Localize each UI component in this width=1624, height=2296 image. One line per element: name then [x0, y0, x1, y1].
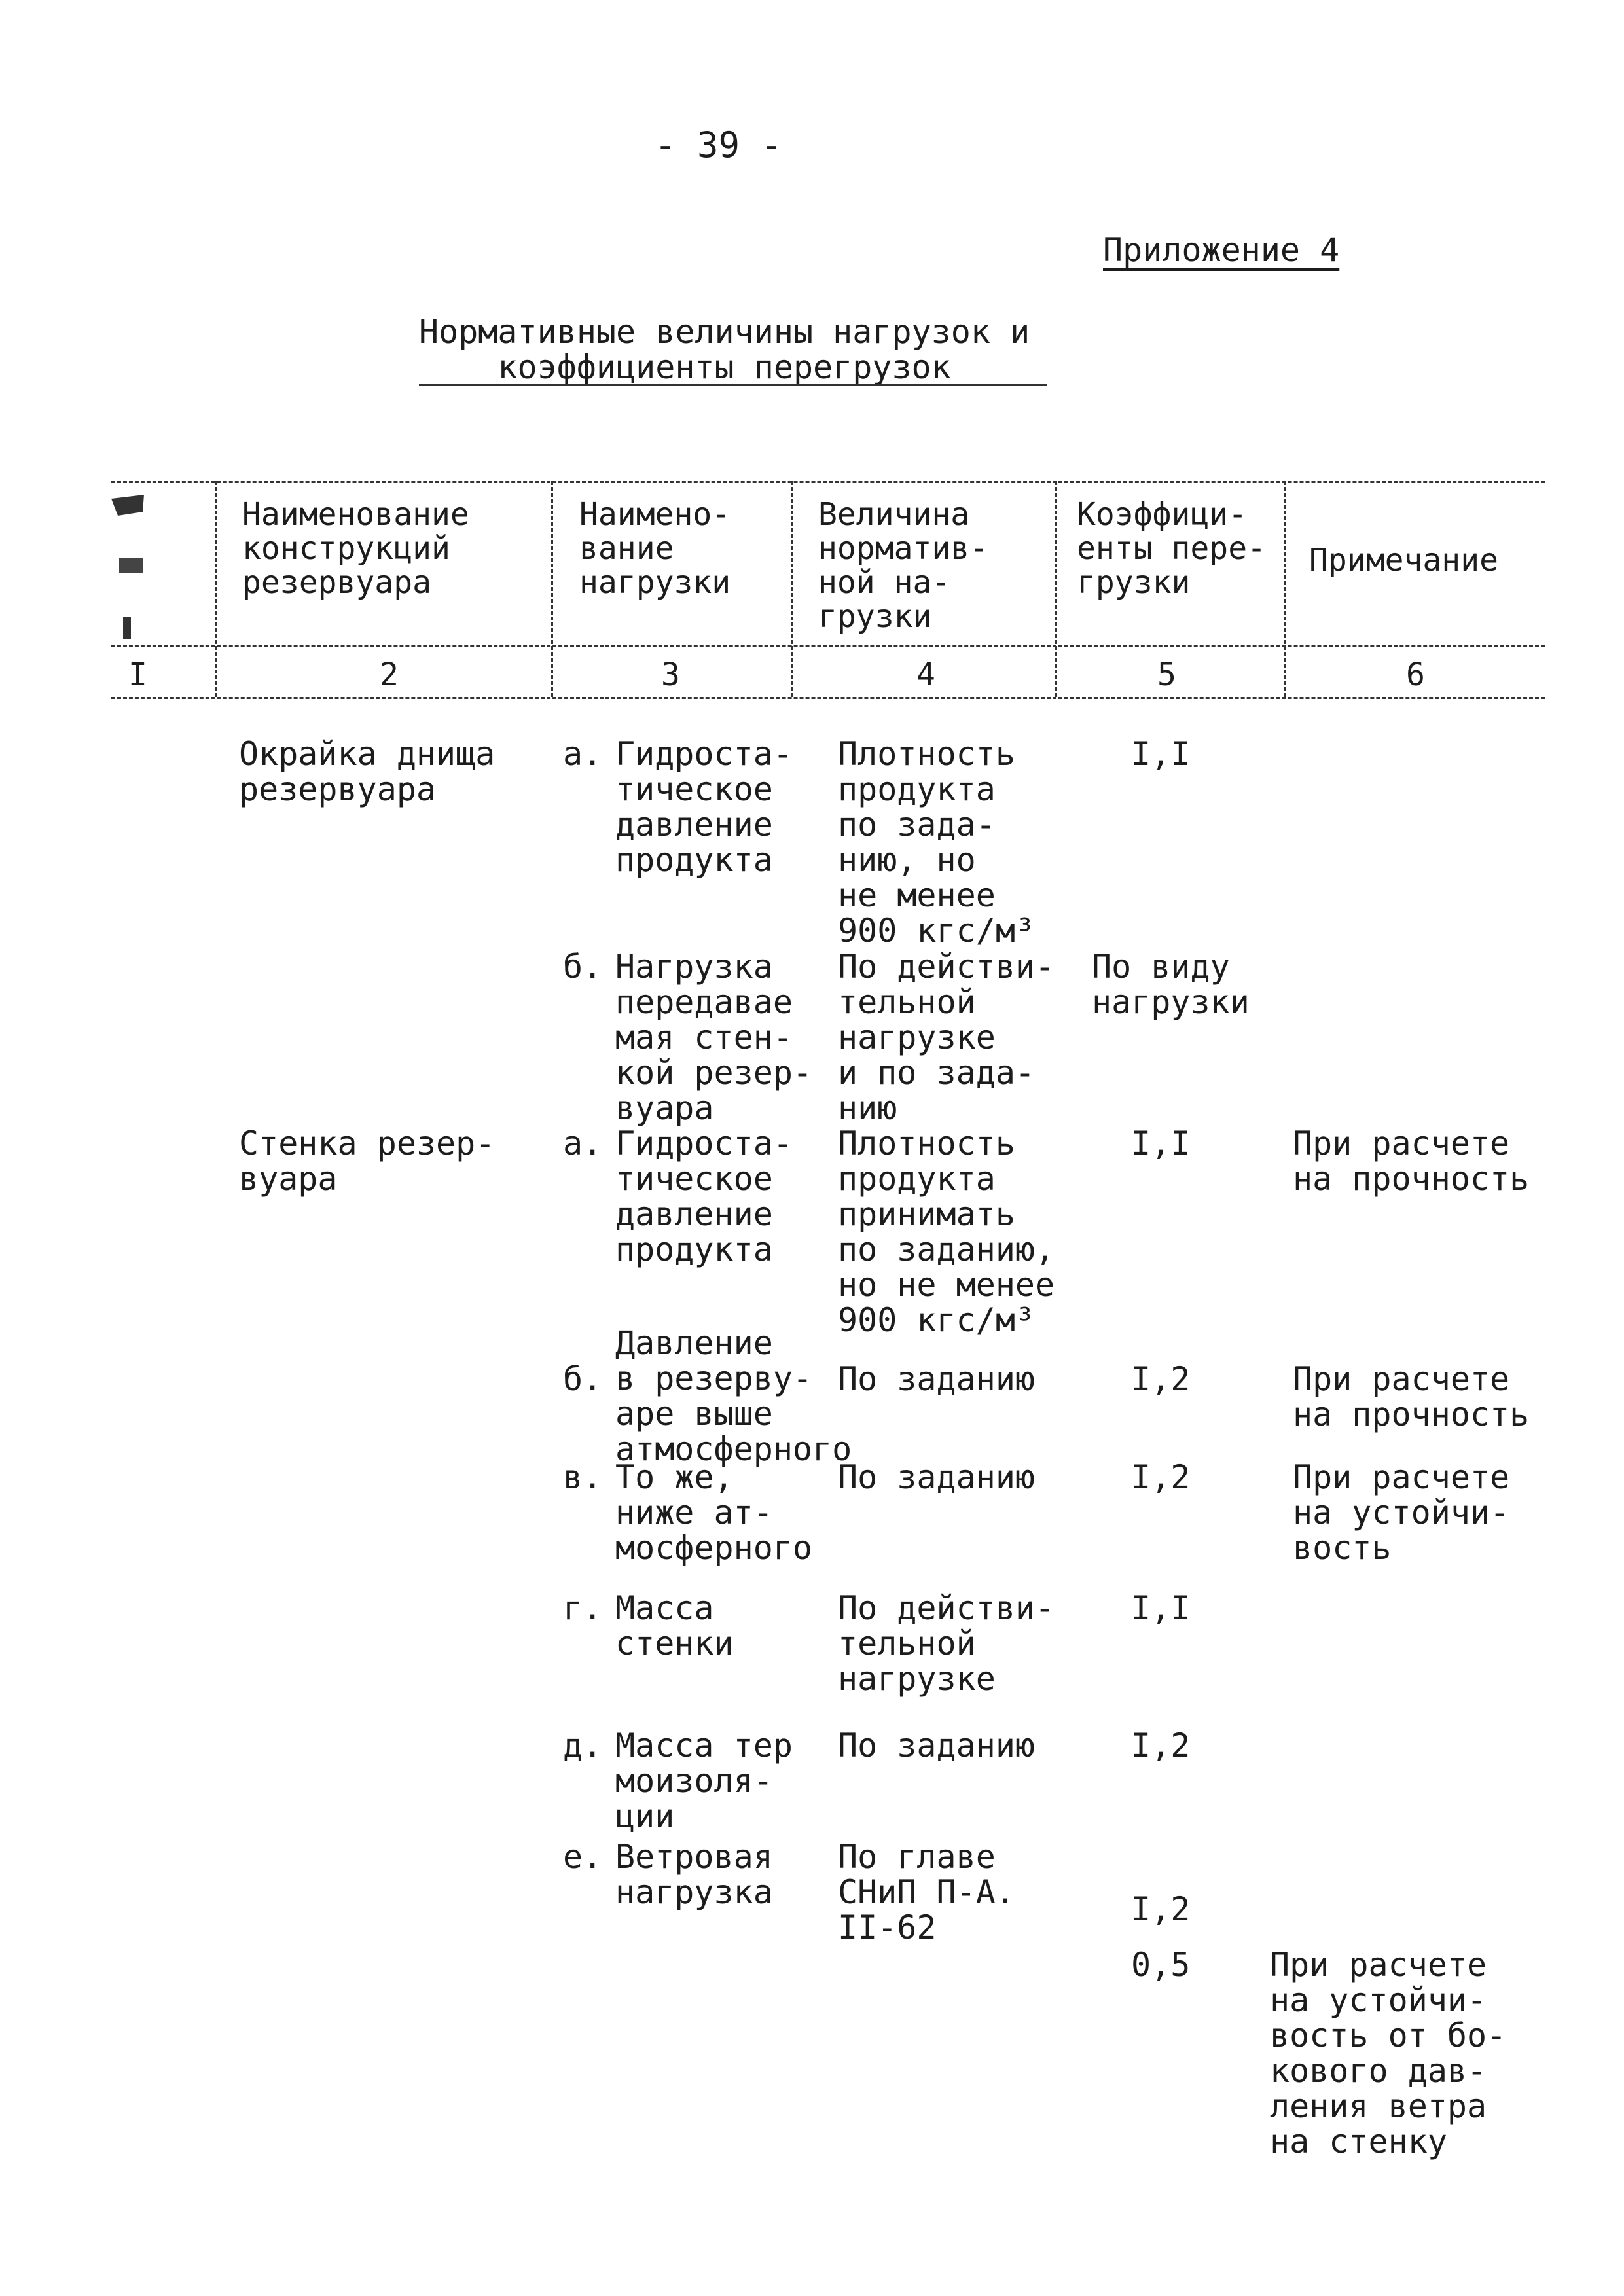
load-name-cell: Гидроста- тическое давление продукта: [615, 1124, 793, 1268]
header-load-name: Наимено- вание нагрузки: [579, 496, 731, 601]
title-underline: [419, 384, 1047, 386]
page-number: - 39 -: [655, 124, 783, 166]
normative-value-cell: Плотность продукта по зада- нию, но не менее 900 кгс/м³: [838, 735, 1036, 950]
appendix-label: Приложение 4: [1103, 231, 1340, 269]
scan-smudge-mark: [105, 486, 164, 643]
load-name-cell: То же, ниже ат- мосферного: [615, 1458, 813, 1567]
row-letter: а.: [563, 1124, 603, 1162]
col-divider-3: [791, 481, 793, 697]
column-number-3: 3: [661, 656, 680, 693]
col-divider-4: [1055, 481, 1057, 697]
row-letter: г.: [563, 1589, 603, 1627]
document-title: Нормативные величины нагрузок и коэффициенты перегрузок: [419, 313, 1030, 386]
header-normative-value: Величина норматив- ной на- грузки: [818, 496, 989, 635]
col-divider-2: [551, 481, 553, 697]
normative-value-cell: По заданию: [838, 1727, 1036, 1765]
normative-value-cell: По заданию: [838, 1458, 1036, 1496]
coefficient-cell: По виду нагрузки: [1092, 948, 1250, 1021]
column-number-6: 6: [1406, 656, 1425, 693]
column-number-5: 5: [1157, 656, 1176, 693]
note-cell: При расчете на прочность: [1293, 1124, 1530, 1198]
construction-name: Стенка резер- вуара: [239, 1124, 496, 1198]
coefficient-cell: 0,5: [1131, 1946, 1191, 1984]
load-name-cell: Масса стенки: [615, 1589, 734, 1662]
coefficient-cell: I,I: [1131, 735, 1191, 773]
construction-name: Окрайка днища резервуара: [239, 735, 496, 808]
coefficient-cell: I,2: [1131, 1727, 1191, 1765]
coefficient-cell: I,2: [1131, 1458, 1191, 1496]
normative-value-cell: По заданию: [838, 1360, 1036, 1398]
header-construction: Наименование конструкций резервуара: [242, 496, 469, 601]
header-overload-coef: Коэффици- енты пере- грузки: [1077, 496, 1266, 601]
row-letter: б.: [563, 1360, 603, 1398]
coefficient-cell: I,I: [1131, 1124, 1191, 1162]
table-number-row-bottom: [111, 697, 1545, 699]
coefficient-cell: I,2: [1131, 1360, 1191, 1398]
column-number-4: 4: [916, 656, 935, 693]
load-name-cell: Гидроста- тическое давление продукта: [615, 735, 793, 879]
normative-value-cell: По главе СНиП П-А. II-62: [838, 1838, 1015, 1946]
normative-value-cell: По действи- тельной нагрузке и по зада- нию: [838, 948, 1055, 1127]
col-divider-5: [1284, 481, 1286, 697]
row-letter: б.: [563, 948, 603, 986]
note-cell: При расчете на устойчи- вость от бо- кового дав- ления ветра на стенку: [1270, 1946, 1507, 2161]
note-cell: При расчете на прочность: [1293, 1360, 1530, 1433]
column-number-1: I: [128, 656, 147, 693]
row-letter: а.: [563, 735, 603, 773]
normative-value-cell: Плотность продукта принимать по заданию, но не менее 900 кгс/м³: [838, 1124, 1055, 1339]
row-letter: в.: [563, 1458, 603, 1496]
coefficient-cell: I,I: [1131, 1589, 1191, 1627]
table-top-border: [111, 481, 1545, 483]
column-number-2: 2: [380, 656, 399, 693]
coefficient-cell: I,2: [1131, 1890, 1191, 1928]
row-letter: д.: [563, 1727, 603, 1765]
header-note: Примечание: [1309, 542, 1498, 579]
load-name-cell: Нагрузка передавае мая стен- кой резер- вуара: [615, 948, 813, 1127]
row-letter: е.: [563, 1838, 603, 1876]
note-cell: При расчете на устойчи- вость: [1293, 1458, 1510, 1567]
table-header-divider: [111, 645, 1545, 647]
col-divider-1: [215, 481, 217, 697]
load-name-cell: Ветровая нагрузка: [615, 1838, 773, 1911]
load-name-cell: Масса тер моизоля- ции: [615, 1727, 793, 1835]
normative-value-cell: По действи- тельной нагрузке: [838, 1589, 1055, 1698]
load-name-cell: Давление в резерву- аре выше атмосферного: [615, 1324, 852, 1468]
